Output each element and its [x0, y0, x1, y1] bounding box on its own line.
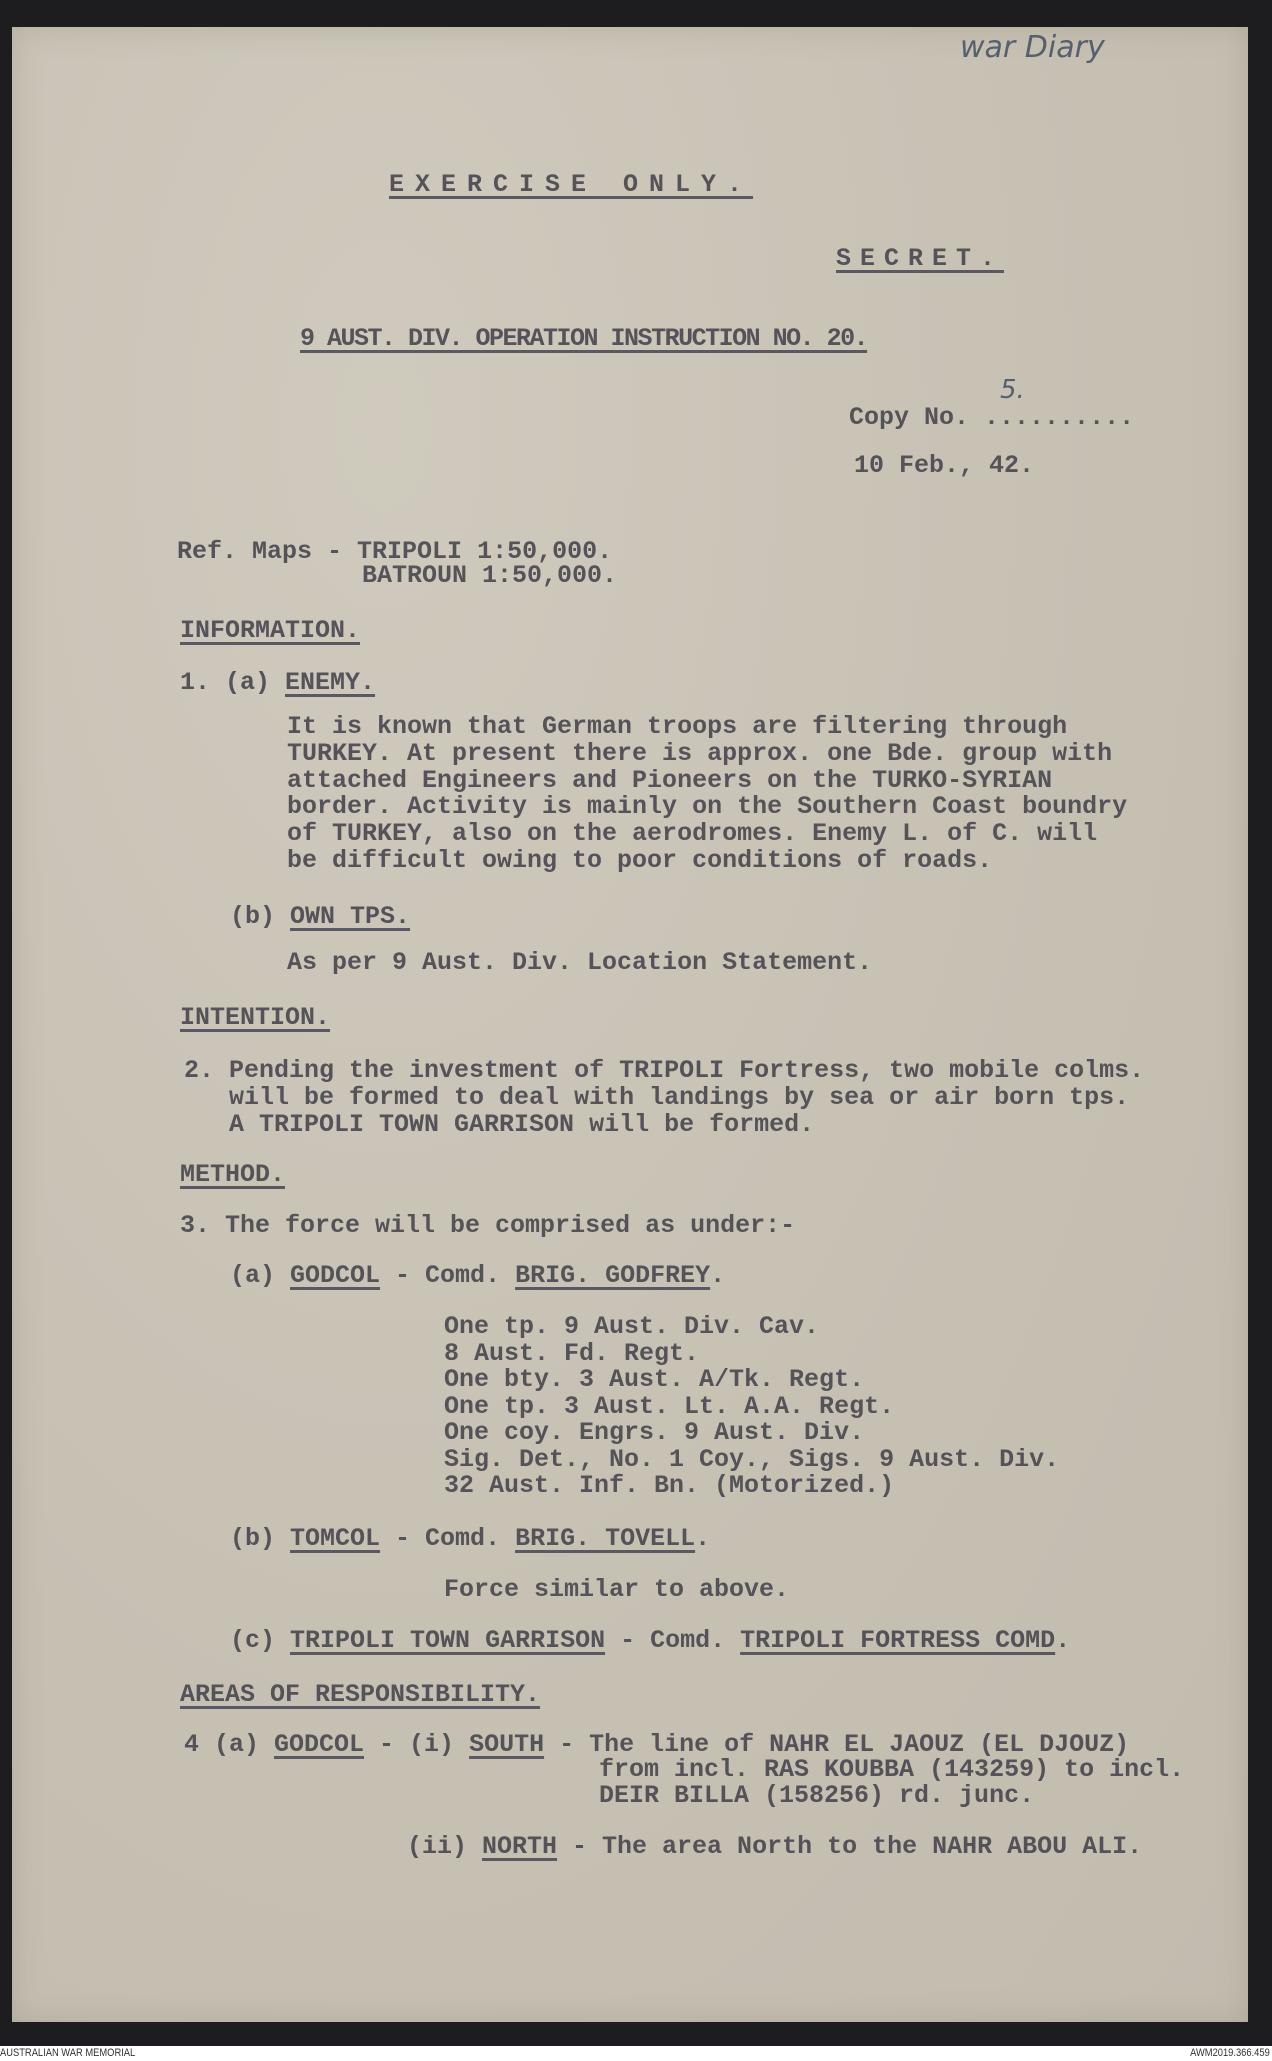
south-text-line: from incl. RAS KOUBBA (143259) to incl. — [599, 1755, 1185, 1784]
sub-number: - (i) — [364, 1730, 470, 1759]
column-b — [230, 1525, 710, 1553]
item-number: (a) — [230, 1261, 276, 1290]
copy-number-line — [849, 404, 1134, 432]
text-line: 8 Aust. Fd. Regt. — [444, 1338, 700, 1368]
text-line: of TURKEY, also on the aerodromes. Enemy L. of C. will — [287, 819, 1098, 849]
text-line: One coy. Engrs. 9 Aust. Div. — [444, 1418, 865, 1447]
column-name: TRIPOLI TOWN GARRISON — [290, 1626, 606, 1655]
text-line: 2. Pending the investment of TRIPOLI Fortress, two mobile colms. — [184, 1056, 1145, 1085]
separator: - Comd. — [380, 1261, 516, 1290]
text-line: 32 Aust. Inf. Bn. (Motorized.) — [444, 1471, 895, 1500]
item-number: 4 (a) — [184, 1730, 260, 1759]
text-line: Sig. Det., No. 1 Coy., Sigs. 9 Aust. Div. — [444, 1444, 1060, 1474]
method-intro: 3. The force will be comprised as under:- — [180, 1211, 796, 1240]
south-label: SOUTH — [469, 1730, 545, 1759]
column-c — [230, 1627, 1070, 1655]
section-heading-areas: AREAS OF RESPONSIBILITY. — [180, 1680, 541, 1709]
text-line: It is known that German troops are filtering through — [287, 712, 1068, 741]
document-date: 10 Feb., 42. — [854, 451, 1035, 480]
section-heading-information: INFORMATION. — [180, 616, 361, 645]
text-line: attached Engineers and Pioneers on the TURKO-SYRIAN — [287, 765, 1053, 795]
south-text-line: DEIR BILLA (158256) rd. junc. — [599, 1781, 1035, 1810]
column-a — [230, 1262, 725, 1290]
item-number: (b) — [230, 1524, 276, 1553]
footer-reference: AWM2019.366.459 — [1190, 2047, 1270, 2059]
separator: - Comd. — [605, 1626, 741, 1655]
item-number: (c) — [230, 1626, 276, 1655]
separator: - Comd. — [380, 1524, 516, 1553]
column-name: TOMCOL — [290, 1524, 381, 1553]
handwritten-note: war Diary — [960, 30, 1105, 65]
ref-maps-label: Ref. Maps - — [177, 537, 343, 566]
item-number: (b) — [230, 902, 276, 931]
copy-label: Copy No. — [849, 403, 970, 432]
column-name: GODCOL — [290, 1261, 381, 1290]
text-line: A TRIPOLI TOWN GARRISON will be formed. — [184, 1110, 815, 1139]
text-line: One tp. 3 Aust. Lt. A.A. Regt. — [444, 1391, 895, 1421]
north-text: - The area North to the NAHR ABOU ALI. — [557, 1832, 1143, 1861]
sub-number: (ii) — [407, 1832, 483, 1861]
column-name: GODCOL — [274, 1730, 365, 1759]
text-line: border. Activity is mainly on the Southern Coast boundry — [287, 792, 1128, 822]
south-text-line: - The line of NAHR EL JAOUZ (EL DJOUZ) — [544, 1730, 1130, 1759]
own-tps-text: As per 9 Aust. Div. Location Statement. — [287, 948, 873, 977]
own-tps-heading: OWN TPS. — [290, 902, 411, 931]
tomcol-text: Force similar to above. — [444, 1575, 790, 1604]
exercise-only-heading: EXERCISE ONLY. — [389, 170, 754, 199]
text-line: One tp. 9 Aust. Div. Cav. — [444, 1312, 820, 1341]
text-line: One bty. 3 Aust. A/Tk. Regt. — [444, 1365, 865, 1394]
document-title: 9 AUST. DIV. OPERATION INSTRUCTION NO. 20. — [300, 324, 868, 353]
copy-dots: .......... — [984, 403, 1135, 432]
punct: . — [1055, 1626, 1071, 1655]
enemy-heading: ENEMY. — [285, 668, 376, 697]
section-heading-method: METHOD. — [180, 1160, 286, 1189]
item-4a-ii — [407, 1833, 1142, 1861]
item-1a — [180, 669, 375, 697]
footer-institution: AUSTRALIAN WAR MEMORIAL — [0, 2047, 136, 2059]
text-line: be difficult owing to poor conditions of roads. — [287, 846, 993, 875]
item-number: 1. (a) — [180, 668, 271, 697]
punct: . — [695, 1524, 711, 1553]
ref-map-2: BATROUN 1:50,000. — [362, 561, 618, 590]
commander: BRIG. TOVELL — [515, 1524, 696, 1553]
text-line: TURKEY. At present there is approx. one Bde. group with — [287, 738, 1113, 768]
text-line: will be formed to deal with landings by sea or air born tps. — [184, 1083, 1130, 1112]
item-1b — [230, 903, 410, 931]
punct: . — [710, 1261, 726, 1290]
commander: BRIG. GODFREY — [515, 1261, 711, 1290]
commander: TRIPOLI FORTRESS COMD — [740, 1626, 1056, 1655]
ref-map-1: TRIPOLI 1:50,000. — [357, 537, 613, 566]
handwritten-copy-number: 5. — [1000, 375, 1025, 405]
section-heading-intention: INTENTION. — [180, 1003, 331, 1032]
classification: SECRET. — [836, 244, 1005, 273]
north-label: NORTH — [482, 1832, 558, 1861]
